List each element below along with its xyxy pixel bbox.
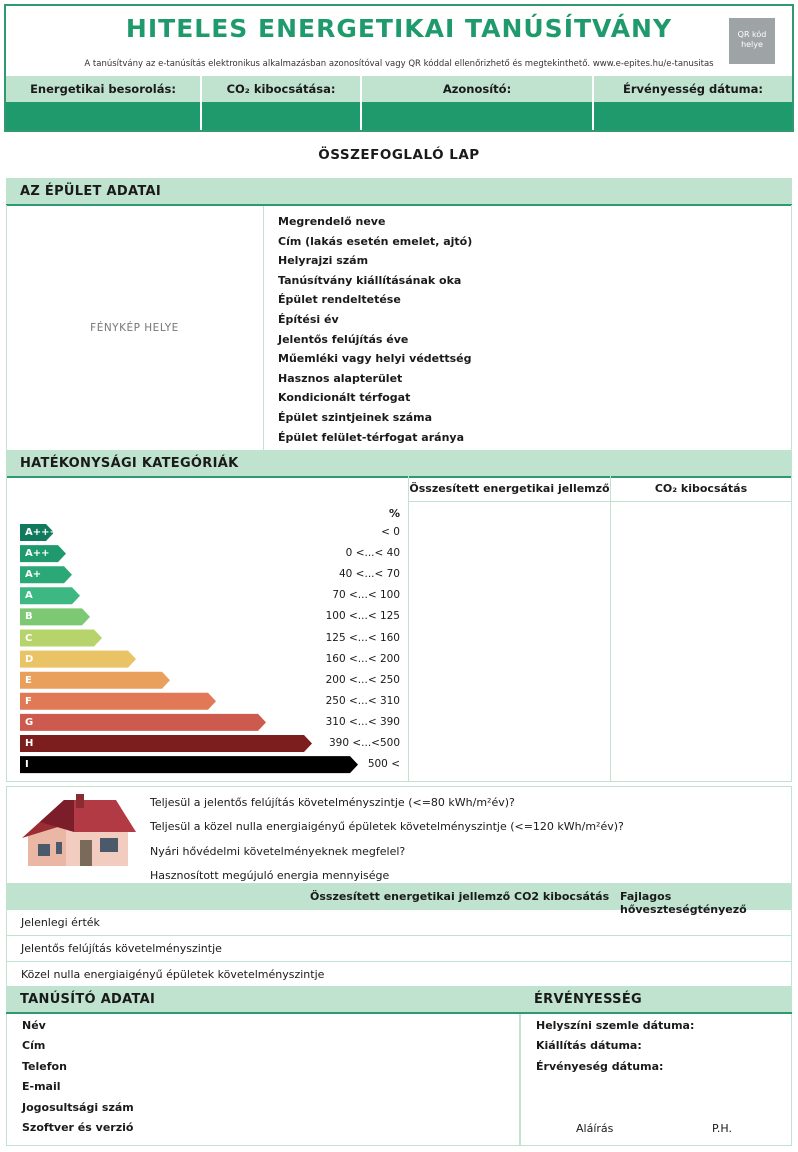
signature-label: Aláírás <box>576 1122 614 1135</box>
scale-bar-e <box>20 672 170 689</box>
scale-bar-label: G <box>25 716 34 728</box>
scale-bar-label: A+++ <box>25 527 58 538</box>
stamp-label: P.H. <box>712 1122 732 1135</box>
certificate-title: HITELES ENERGETIKAI TANÚSÍTVÁNY <box>125 14 673 43</box>
certifier-field: Szoftver és verzió <box>22 1121 134 1135</box>
qr-code-placeholder: QR kód helye <box>729 18 775 64</box>
eval-col-energy: Összesített energetikai jellemző <box>310 890 511 903</box>
header-col-id: Azonosító: <box>362 76 594 102</box>
eval-row: Jelentős felújítás követelményszintje <box>6 936 792 962</box>
col-energy-header: Összesített energetikai jellemző <box>409 476 610 502</box>
scale-bar-label: E <box>25 674 32 686</box>
header-col-energy-class: Energetikai besorolás: <box>6 76 202 102</box>
scale-bar-label: H <box>25 738 34 749</box>
certificate-subtitle: A tanúsítvány az e-tanúsítás elektronikus alkalmazásban azonosítóval vagy QR kóddal ellenőrizhető és megtekinthető. www.e-epites.hu/e-tanusitas <box>84 59 714 69</box>
check-item: Hasznosított megújuló energia mennyisége <box>150 868 390 882</box>
scale-range-label: 390 <...<500 <box>328 737 400 749</box>
validity-field: Érvényeség dátuma: <box>536 1059 664 1073</box>
section-validity: ÉRVÉNYESSÉG <box>520 986 792 1014</box>
eval-col-heat: Fajlagos hőveszteségtényező <box>620 890 747 916</box>
section-categories: HATÉKONYSÁGI KATEGÓRIÁK <box>6 450 792 478</box>
building-field: Kondicionált térfogat <box>278 391 411 405</box>
scale-range-label: 310 <...< 390 <box>325 715 400 728</box>
scale-range-label: 100 <...< 125 <box>325 610 400 623</box>
section-building: AZ ÉPÜLET ADATAI <box>6 178 792 206</box>
check-item: Nyári hővédelmi követelményeknek megfelel? <box>150 844 406 858</box>
scale-range-label: 250 <...< 310 <box>325 694 400 707</box>
summary-title: ÖSSZEFOGLALÓ LAP <box>318 147 480 163</box>
house-icon <box>20 792 144 878</box>
check-item: Teljesül a jelentős felújítás követelményszintje (<=80 kWh/m²év)? <box>150 796 515 809</box>
scale-range-label: 160 <...< 200 <box>325 652 400 665</box>
scale-range-label: 70 <...< 100 <box>332 589 400 602</box>
eval-row: Közel nulla energiaigényű épületek követelményszintje <box>6 962 792 988</box>
scale-bar-label: C <box>25 632 33 644</box>
check-item: Teljesül a közel nulla energiaigényű épületek követelményszintje (<=120 kWh/m²év)? <box>150 820 624 834</box>
certifier-field: Jogosultsági szám <box>22 1100 134 1114</box>
building-field: Épület rendeltetése <box>278 293 401 307</box>
check-list <box>150 791 624 888</box>
building-field: Épület szintjeinek száma <box>278 410 433 424</box>
scale-bar-g <box>20 714 266 731</box>
section-certifier: TANÚSÍTÓ ADATAI <box>6 986 520 1014</box>
percent-label: % <box>388 507 400 520</box>
building-field: Hasznos alapterület <box>278 371 403 385</box>
building-field: Épület felület-térfogat aránya <box>278 430 465 444</box>
scale-bar-label: F <box>25 695 32 707</box>
photo-placeholder: FÉNYKÉP HELYE <box>6 206 264 450</box>
validity-field: Helyszíni szemle dátuma: <box>536 1019 695 1032</box>
building-field: Helyrajzi szám <box>278 254 369 268</box>
col-co2-header: CO₂ kibocsátás <box>611 476 791 502</box>
validity-field-list <box>536 1016 694 1077</box>
certifier-field: Név <box>22 1019 46 1032</box>
eval-row: Jelenlegi érték <box>6 910 792 936</box>
scale-range-label: 40 <...< 70 <box>338 568 400 581</box>
building-field: Jelentős felújítás éve <box>278 332 409 346</box>
certifier-field: Telefon <box>22 1059 67 1073</box>
scale-range-label: 500 < <box>367 758 400 771</box>
scale-bar-label: A+ <box>25 569 42 581</box>
scale-range-label: 125 <...< 160 <box>325 631 400 644</box>
building-field: Építési év <box>278 312 339 326</box>
scale-range-label: 0 <...< 40 <box>345 547 400 560</box>
scale-bar-label: D <box>25 653 34 665</box>
eval-col-co2: CO2 kibocsátás <box>514 890 610 903</box>
scale-bar-label: I <box>25 759 29 771</box>
validity-field: Kiállítás dátuma: <box>536 1039 642 1053</box>
scale-range-label: 200 <...< 250 <box>325 673 400 686</box>
scale-range-label: < 0 <box>381 526 400 538</box>
scale-bar-label: A++ <box>25 548 50 560</box>
building-field: Cím (lakás esetén emelet, ajtó) <box>278 234 473 248</box>
scale-bar-label: B <box>25 611 33 623</box>
evaluation-header <box>6 884 792 916</box>
scale-bar-d <box>20 651 136 668</box>
building-field: Műemléki vagy helyi védettség <box>278 352 472 366</box>
certifier-field: E-mail <box>22 1080 61 1094</box>
building-field: Megrendelő neve <box>278 215 386 228</box>
scale-bar-label: A <box>25 590 33 602</box>
header-col-validity: Érvényesség dátuma: <box>622 82 764 96</box>
certifier-field-list <box>22 1016 134 1138</box>
building-field: Tanúsítvány kiállításának oka <box>278 273 462 287</box>
certifier-field: Cím <box>22 1039 46 1053</box>
scale-bar-f <box>20 693 216 710</box>
header-col-co2: CO₂ kibocsátása: <box>202 76 362 102</box>
